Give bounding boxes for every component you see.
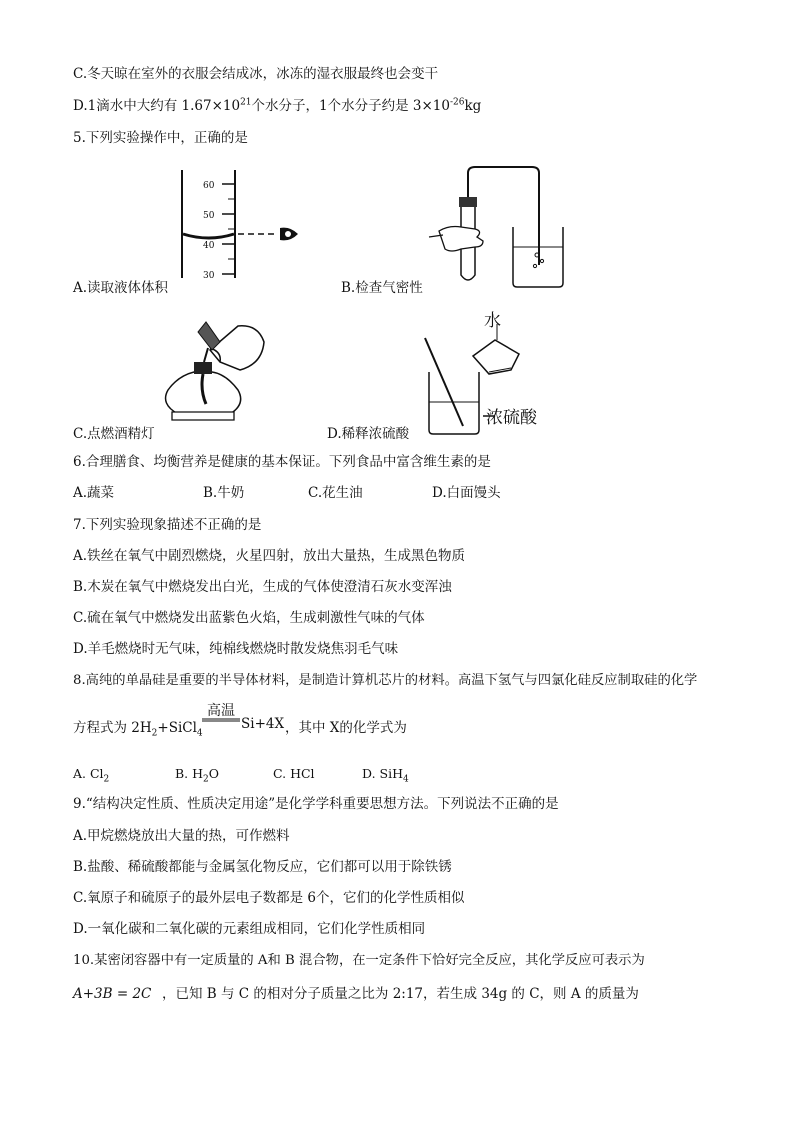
q8-option-d <box>362 764 409 784</box>
question-5: 5.下列实验操作中，正确的是 <box>73 130 248 146</box>
question-9: 9.“结构决定性质、性质决定用途”是化学学科重要思想方法。下列说法不正确的是 <box>73 796 559 812</box>
q8-product: Si+4X <box>241 716 285 732</box>
q8-option-b <box>175 764 219 784</box>
q8-condition: 高温 <box>207 703 235 719</box>
label-concentrated-acid: 浓硫酸 <box>486 408 537 428</box>
q8-equation <box>73 716 203 739</box>
q4-d-mid: 个水分子，1个水分子约是 3×10 <box>251 98 450 114</box>
q6-option-d: D.白面馒头 <box>432 485 501 501</box>
q8-suffix: ，其中 X的化学式为 <box>285 720 407 736</box>
q7-option-d: D.羊毛燃烧时无气味，纯棉线燃烧时散发烧焦羽毛气味 <box>73 641 399 657</box>
q8-a-sub: 2 <box>103 774 110 785</box>
q6-option-a: A.蔬菜 <box>73 485 115 501</box>
figure-alcohol-lamp <box>150 312 275 432</box>
q4-option-c: C.冬天晾在室外的衣服会结成冰，冰冻的湿衣服最终也会变干 <box>73 66 439 82</box>
q7-option-b: B.木炭在氧气中燃烧发出白光，生成的气体使澄清石灰水变浑浊 <box>73 579 452 595</box>
question-8: 8.高纯的单晶硅是重要的半导体材料，是制造计算机芯片的材料。高温下氢气与四氯化硅反应制取硅的化学 <box>73 673 698 688</box>
q8-option-a <box>73 764 109 784</box>
q8-d-sub: 4 <box>403 774 409 785</box>
figure-airtightness-check <box>425 165 575 290</box>
q8-prefix: 方程式为 2H <box>73 720 152 736</box>
q9-option-b: B.盐酸、稀硫酸都能与金属氢化物反应，它们都可以用于除铁锈 <box>73 859 452 875</box>
q6-option-b: B.牛奶 <box>203 485 245 501</box>
q9-option-c: C.氧原子和硫原子的最外层电子数都是 6个，它们的化学性质相似 <box>73 890 465 906</box>
q8-cl-sub: 4 <box>196 728 203 739</box>
reaction-bar <box>202 718 240 722</box>
question-7: 7.下列实验现象描述不正确的是 <box>73 517 262 533</box>
question-6: 6.合理膳食、均衡营养是健康的基本保证。下列食品中富含维生素的是 <box>73 454 491 470</box>
q6-option-c: C.花生油 <box>308 485 363 501</box>
q8-option-c: C. HCl <box>273 766 315 781</box>
tick-60: 60 <box>203 181 215 191</box>
q4-d-suffix: kg <box>464 98 482 114</box>
q7-option-a: A.铁丝在氧气中剧烈燃烧，火星四射，放出大量热，生成黑色物质 <box>73 548 466 564</box>
q5-option-c: C.点燃酒精灯 <box>73 426 155 442</box>
q5-option-b: B.检查气密性 <box>341 280 423 296</box>
question-10: 10.某密闭容器中有一定质量的 A和 B 混合物，在一定条件下恰好完全反应，其化学反应可表示为 <box>73 953 645 968</box>
q9-option-d: D.一氧化碳和二氧化碳的元素组成相同，它们化学性质相同 <box>73 921 426 937</box>
figure-graduated-cylinder <box>180 170 310 280</box>
tick-50: 50 <box>203 211 215 221</box>
q10-rest: ，已知 B 与 C 的相对分子质量之比为 2:17，若生成 34g 的 C，则 A 的质量为 <box>162 986 639 1002</box>
q4-d-prefix: D.1滴水中大约有 1.67×10 <box>73 98 241 114</box>
q7-option-c: C.硫在氧气中燃烧发出蓝紫色火焰，生成刺激性气味的气体 <box>73 610 425 626</box>
q8-d-prefix: D. SiH <box>362 766 403 781</box>
label-water: 水 <box>484 311 501 331</box>
q8-b-sub: 2 <box>203 774 209 785</box>
q8-h-sub: 2 <box>151 728 158 739</box>
q4-d-exp2: -26 <box>449 97 465 108</box>
q5-option-d: D.稀释浓硫酸 <box>327 426 410 442</box>
q8-a-prefix: A. Cl <box>73 766 104 781</box>
tick-40: 40 <box>203 241 215 251</box>
q8-b-suffix: O <box>208 766 220 781</box>
q5-option-a: A.读取液体体积 <box>73 280 169 296</box>
q8-b-prefix: B. H <box>175 766 204 781</box>
q8-plus: +SiCl <box>157 720 197 736</box>
q10-equation: A+3B = 2C <box>73 986 152 1002</box>
q4-d-exp1: 21 <box>240 97 252 108</box>
tick-30: 30 <box>203 271 215 281</box>
q4-option-d <box>73 96 481 116</box>
q9-option-a: A.甲烷燃烧放出大量的热，可作燃料 <box>73 828 290 844</box>
